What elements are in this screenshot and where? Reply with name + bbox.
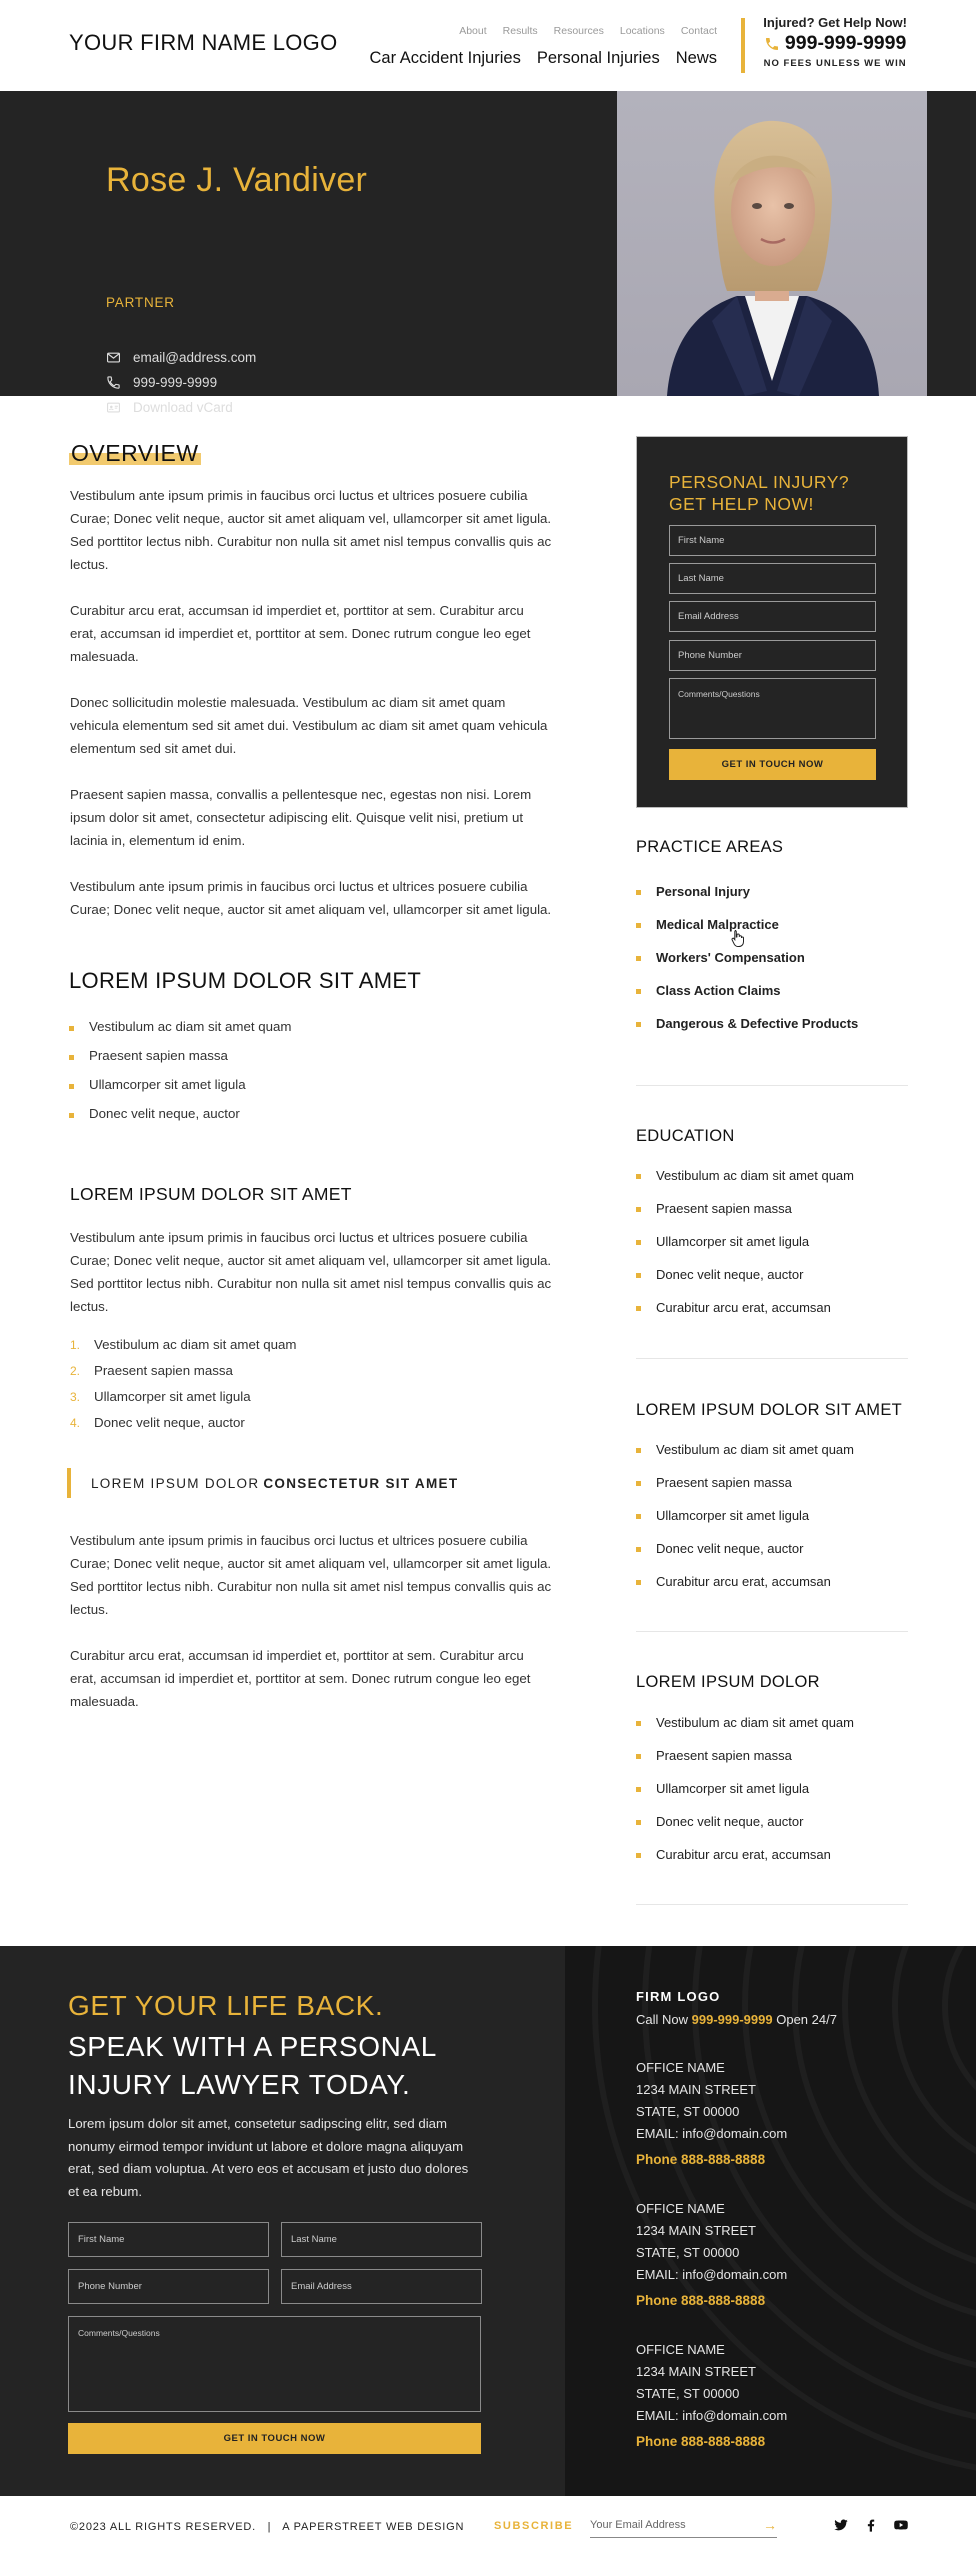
list-item: Ullamcorper sit amet ligula <box>636 1506 854 1539</box>
header-cta-phone-row[interactable] <box>763 32 907 55</box>
section2-paragraph: Vestibulum ante ipsum primis in faucibus orci luctus et ultrices posuere cubilia Curae; Donec velit neque, auctor sit amet aliquam vel, ullamcorper sit amet ligula. Sed porttitor lectus nibh. Curabitur non nulla sit amet nisl tempus convallis quis ac lectus. <box>70 1230 552 1314</box>
list-item: Praesent sapien massa <box>69 1046 292 1075</box>
subscribe-label: SUBSCRIBE <box>494 2520 574 2532</box>
office-street: 1234 MAIN STREET <box>636 2364 756 2379</box>
attorney-photo <box>617 91 927 396</box>
sidebar-form-title <box>669 471 849 515</box>
cta-first-name-input[interactable]: First Name <box>68 2222 269 2257</box>
youtube-icon[interactable] <box>893 2517 909 2533</box>
cta-get-in-touch-button[interactable]: GET IN TOUCH NOW <box>68 2423 481 2454</box>
office-name: OFFICE NAME <box>636 2342 725 2357</box>
office-city: STATE, ST 00000 <box>636 2386 740 2401</box>
sidebar-divider <box>636 1631 908 1632</box>
nav-car-accident-injuries[interactable]: Car Accident Injuries <box>369 49 521 67</box>
list-item: Vestibulum ac diam sit amet quam <box>636 1166 854 1199</box>
call-now-phone[interactable]: 999-999-9999 <box>691 2012 773 2027</box>
header-cta-title: Injured? Get Help Now! <box>763 15 907 30</box>
list-text: Vestibulum ac diam sit amet quam <box>94 1337 297 1352</box>
email-input[interactable]: Email Address <box>669 601 876 632</box>
office-name: OFFICE NAME <box>636 2060 725 2075</box>
office-email[interactable]: EMAIL: info@domain.com <box>636 2126 788 2141</box>
subscribe-placeholder: Your Email Address <box>590 2519 686 2531</box>
facebook-icon[interactable] <box>863 2517 879 2533</box>
cta-heading-line1: GET YOUR LIFE BACK. <box>68 1990 384 2021</box>
list-item: Curabitur arcu erat, accumsan <box>636 1845 854 1878</box>
section2-paragraph-after-2: Curabitur arcu erat, accumsan id imperdiet et, porttitor at sem. Curabitur arcu erat, accumsan id imperdiet et, porttitor at sem. Donec rutrum congue leo eget malesuada. <box>70 1648 531 1709</box>
nav-news[interactable]: News <box>675 49 717 67</box>
nav-locations[interactable]: Locations <box>619 25 665 37</box>
copyright-separator: | <box>267 2521 272 2533</box>
office-phone[interactable]: Phone 888-888-8888 <box>636 2293 766 2308</box>
office-2 <box>636 2198 787 2312</box>
header-divider <box>741 18 745 73</box>
call-now-suffix: Open 24/7 <box>776 2012 837 2027</box>
sidebar-section3-list <box>636 1440 854 1605</box>
list-text: Donec velit neque, auctor <box>94 1415 245 1430</box>
download-vcard-link[interactable]: Download vCard <box>133 400 233 415</box>
office-email[interactable]: EMAIL: info@domain.com <box>636 2408 788 2423</box>
list-item <box>70 1413 297 1439</box>
office-city: STATE, ST 00000 <box>636 2104 740 2119</box>
section1-list <box>69 1017 292 1133</box>
last-name-input[interactable]: Last Name <box>669 563 876 594</box>
cta-last-name-input[interactable]: Last Name <box>281 2222 482 2257</box>
list-item <box>70 1335 297 1361</box>
section2-ordered-list <box>70 1335 297 1439</box>
office-street: 1234 MAIN STREET <box>636 2223 756 2238</box>
first-name-input[interactable]: First Name <box>669 525 876 556</box>
comments-textarea[interactable]: Comments/Questions <box>669 678 876 739</box>
phone-input[interactable]: Phone Number <box>669 640 876 671</box>
office-3 <box>636 2339 787 2453</box>
list-number: 1. <box>70 1338 81 1352</box>
list-text: Praesent sapien massa <box>94 1363 233 1378</box>
office-1 <box>636 2057 787 2171</box>
list-number: 2. <box>70 1364 81 1378</box>
sidebar-form-title-line2: GET HELP NOW! <box>669 494 814 514</box>
list-item: Vestibulum ac diam sit amet quam <box>636 1440 854 1473</box>
social-links <box>833 2517 909 2533</box>
attorney-phone-row[interactable] <box>106 370 256 395</box>
attorney-phone[interactable]: 999-999-9999 <box>133 375 218 390</box>
sidebar-section4-heading: LOREM IPSUM DOLOR <box>636 1673 820 1691</box>
overview-paragraph-4: Praesent sapien massa, convallis a pellentesque nec, egestas non nisi. Lorem ipsum dolor sit amet, consectetur adipiscing elit. Quisque velit nisi, pretium ut lacinia in, elementum id enim. <box>70 787 532 848</box>
subscribe-email-input[interactable] <box>590 2512 777 2538</box>
office-email[interactable]: EMAIL: info@domain.com <box>636 2267 788 2282</box>
list-item: Praesent sapien massa <box>636 1746 854 1779</box>
list-item: Vestibulum ac diam sit amet quam <box>636 1713 854 1746</box>
education-list <box>636 1166 854 1331</box>
practice-area-medical-malpractice[interactable]: Medical Malpractice <box>636 915 858 948</box>
attorney-hero <box>0 91 976 415</box>
hand-cursor-icon <box>731 929 745 947</box>
sidebar-divider <box>636 1085 908 1086</box>
call-now-prefix: Call Now <box>636 2012 689 2027</box>
footer-cta <box>0 1946 976 2496</box>
attorney-role: PARTNER <box>106 295 175 310</box>
list-item <box>70 1387 297 1413</box>
office-street: 1234 MAIN STREET <box>636 2082 756 2097</box>
nav-resources[interactable]: Resources <box>553 25 604 37</box>
firm-logo[interactable]: YOUR FIRM NAME LOGO <box>69 30 338 55</box>
practice-areas-list <box>636 882 858 1047</box>
cta-email-input[interactable]: Email Address <box>281 2269 482 2304</box>
header-cta-note: NO FEES UNLESS WE WIN <box>763 58 907 69</box>
list-text: Ullamcorper sit amet ligula <box>94 1389 251 1404</box>
blockquote <box>67 1468 458 1498</box>
practice-area-defective-products[interactable]: Dangerous & Defective Products <box>636 1014 858 1047</box>
copyright <box>70 2521 464 2533</box>
practice-areas-heading: PRACTICE AREAS <box>636 838 784 856</box>
envelope-icon <box>106 350 121 365</box>
design-credit[interactable]: A PAPERSTREET WEB DESIGN <box>282 2521 465 2533</box>
practice-area-personal-injury[interactable]: Personal Injury <box>636 882 858 915</box>
practice-area-workers-compensation[interactable]: Workers' Compensation <box>636 948 858 981</box>
list-item: Vestibulum ac diam sit amet quam <box>69 1017 292 1046</box>
list-item: Donec velit neque, auctor <box>636 1812 854 1845</box>
overview-paragraph-3: Donec sollicitudin molestie malesuada. Vestibulum ac diam sit amet quam vehicula elementum sed sit amet dui. Vestibulum ac diam sit amet quam vehicula elementum sed sit amet dui. <box>70 695 548 756</box>
office-phone[interactable]: Phone 888-888-8888 <box>636 2152 766 2167</box>
list-number: 3. <box>70 1390 81 1404</box>
section1-heading: LOREM IPSUM DOLOR SIT AMET <box>69 968 422 993</box>
sidebar-section3-heading: LOREM IPSUM DOLOR SIT AMET <box>636 1401 903 1419</box>
nav-personal-injuries[interactable]: Personal Injuries <box>536 49 660 67</box>
sidebar-divider <box>636 1904 908 1905</box>
header-cta-phone[interactable]: 999-999-9999 <box>784 32 907 54</box>
copyright-text: ©2023 ALL RIGHTS RESERVED. <box>70 2521 257 2533</box>
list-number: 4. <box>70 1416 81 1430</box>
overview-paragraph-2: Curabitur arcu erat, accumsan id imperdiet et, porttitor at sem. Curabitur arcu erat, accumsan id imperdiet et, porttitor at sem. Donec rutrum congue leo eget malesuada. <box>70 603 531 664</box>
phone-icon <box>764 36 780 52</box>
section2-paragraph-after-1: Vestibulum ante ipsum primis in faucibus orci luctus et ultrices posuere cubilia Curae; Donec velit neque, auctor sit amet aliquam vel, ullamcorper sit amet ligula. Sed porttitor lectus nibh. Curabitur non nulla sit amet nisl tempus convallis quis ac lectus. <box>70 1533 552 1617</box>
arrow-right-icon[interactable]: → <box>763 2517 777 2533</box>
get-in-touch-button[interactable]: GET IN TOUCH NOW <box>669 749 876 780</box>
quote-plain: LOREM IPSUM DOLOR <box>91 1475 260 1491</box>
list-item: Donec velit neque, auctor <box>69 1104 292 1133</box>
overview-paragraph-5: Vestibulum ante ipsum primis in faucibus orci luctus et ultrices posuere cubilia Curae; Donec velit neque, auctor sit amet aliquam vel, ullamcorper sit amet ligula. <box>70 879 552 917</box>
education-heading: EDUCATION <box>636 1127 735 1145</box>
quote-bold: CONSECTETUR SIT AMET <box>263 1475 459 1491</box>
site-header <box>0 0 976 91</box>
top-nav <box>459 25 717 37</box>
cta-heading-line2: SPEAK WITH A PERSONAL INJURY LAWYER TODAY. <box>68 2031 436 2100</box>
list-item: Ullamcorper sit amet ligula <box>69 1075 292 1104</box>
sidebar-contact-form <box>636 436 908 808</box>
nav-contact[interactable]: Contact <box>680 25 717 37</box>
list-item: Ullamcorper sit amet ligula <box>636 1232 854 1265</box>
list-item <box>70 1361 297 1387</box>
attorney-name: Rose J. Vandiver <box>106 161 368 199</box>
office-phone[interactable]: Phone 888-888-8888 <box>636 2434 766 2449</box>
overview-heading: OVERVIEW <box>71 440 199 466</box>
cta-phone-input[interactable]: Phone Number <box>68 2269 269 2304</box>
section2-heading: LOREM IPSUM DOLOR SIT AMET <box>70 1184 352 1204</box>
list-item: Donec velit neque, auctor <box>636 1539 854 1572</box>
list-item: Curabitur arcu erat, accumsan <box>636 1298 854 1331</box>
header-cta <box>763 15 907 69</box>
sidebar-section4-list <box>636 1713 854 1878</box>
cta-comments-textarea[interactable]: Comments/Questions <box>68 2316 481 2412</box>
cta-paragraph: Lorem ipsum dolor sit amet, consetetur sadipscing elitr, sed diam nonumy eirmod tempor invidunt ut labore et dolore magna aliquyam erat, sed diam voluptua. At vero eos et accusam et justo duo dolores et ea rebum. <box>68 2116 469 2199</box>
office-city: STATE, ST 00000 <box>636 2245 740 2260</box>
list-item: Donec velit neque, auctor <box>636 1265 854 1298</box>
office-name: OFFICE NAME <box>636 2201 725 2216</box>
list-item: Ullamcorper sit amet ligula <box>636 1779 854 1812</box>
list-item: Praesent sapien massa <box>636 1473 854 1506</box>
sidebar-form-title-line1: PERSONAL INJURY? <box>669 472 850 492</box>
bottom-bar <box>0 2496 976 2560</box>
attorney-email-row[interactable] <box>106 345 256 370</box>
overview-paragraph-1: Vestibulum ante ipsum primis in faucibus orci luctus et ultrices posuere cubilia Curae; Donec velit neque, auctor sit amet aliquam vel, ullamcorper sit amet ligula. Sed porttitor lectus nibh. Curabitur non nulla sit amet nisl tempus convallis quis ac lectus. <box>70 488 552 572</box>
nav-about[interactable]: About <box>459 25 487 37</box>
footer-firm-logo[interactable]: FIRM LOGO <box>636 1989 721 2004</box>
practice-area-class-action[interactable]: Class Action Claims <box>636 981 858 1014</box>
phone-icon <box>106 375 121 390</box>
nav-results[interactable]: Results <box>502 25 538 37</box>
footer-call-now <box>636 2012 837 2027</box>
attorney-email[interactable]: email@address.com <box>133 350 257 365</box>
list-item: Curabitur arcu erat, accumsan <box>636 1572 854 1605</box>
sidebar-divider <box>636 1358 908 1359</box>
main-nav <box>370 49 718 68</box>
list-item: Praesent sapien massa <box>636 1199 854 1232</box>
twitter-icon[interactable] <box>833 2517 849 2533</box>
